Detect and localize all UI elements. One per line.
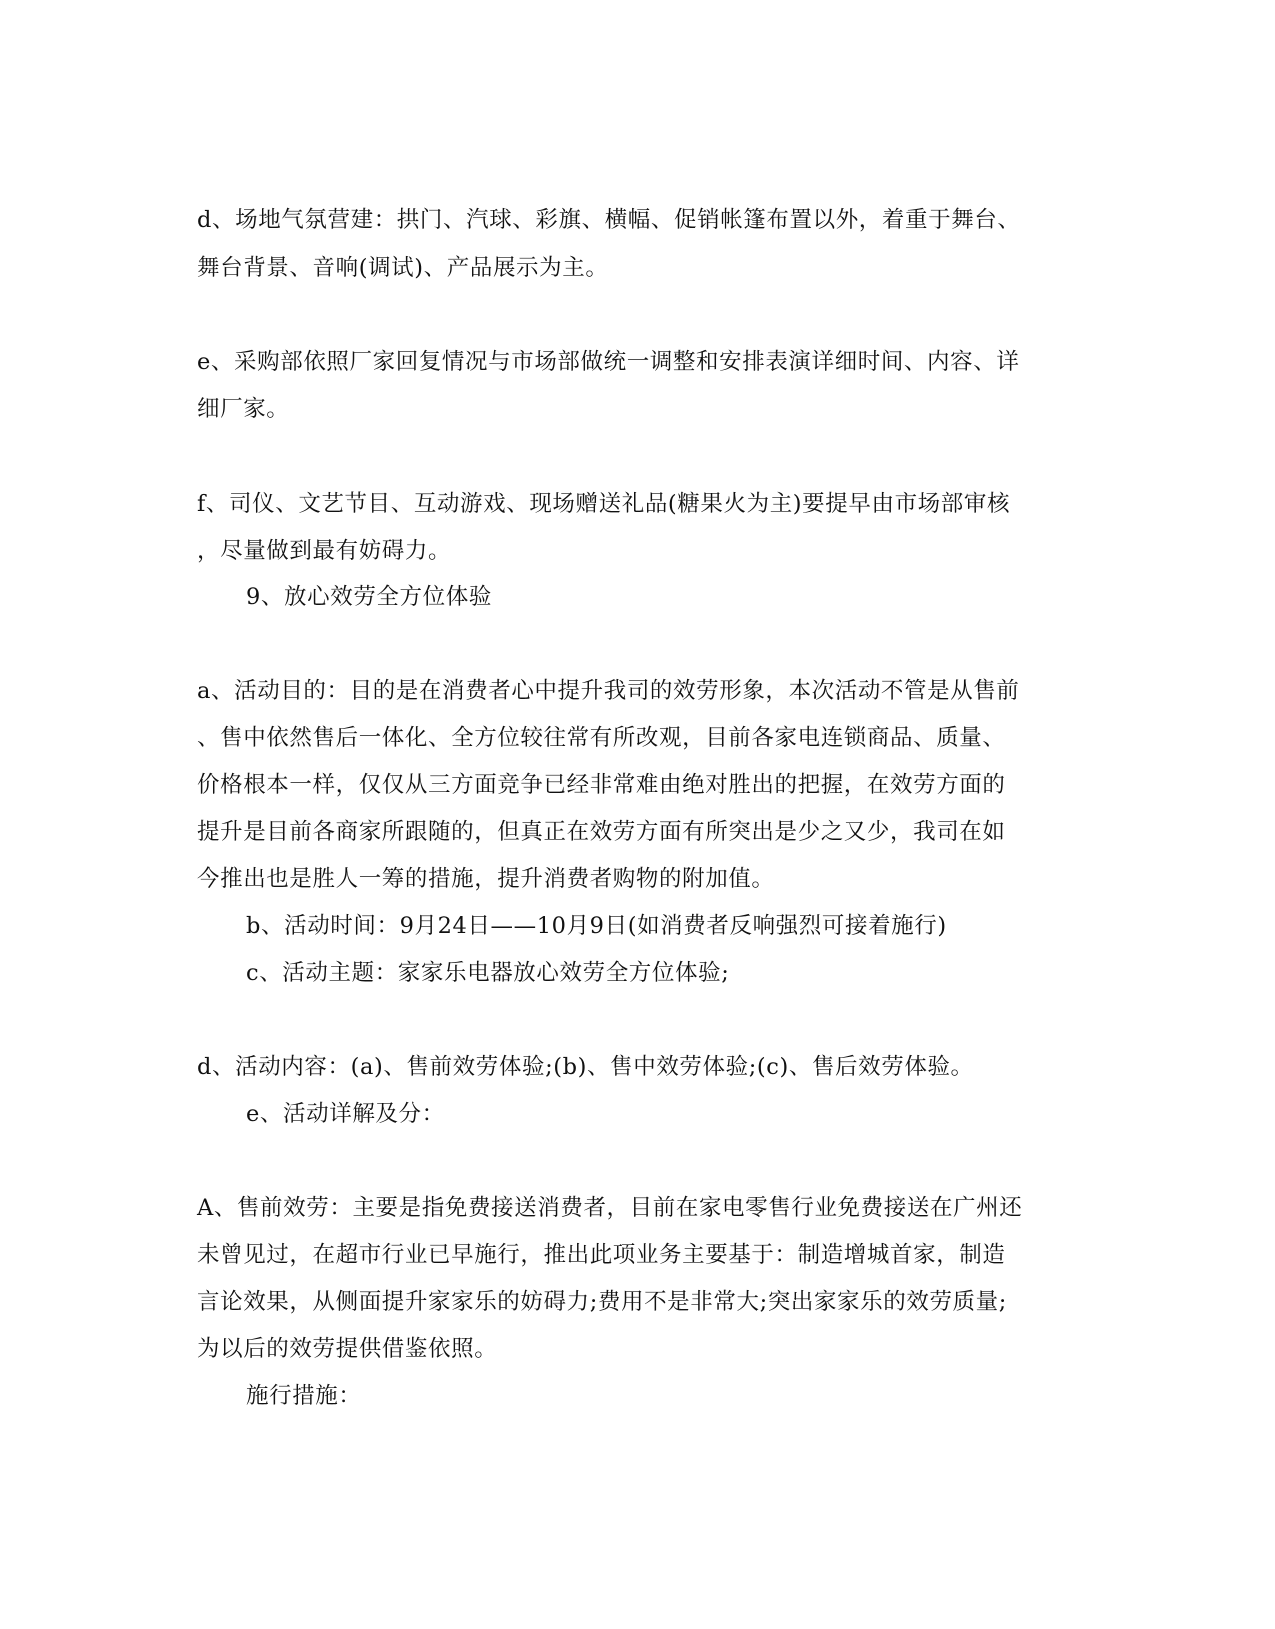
measures-heading: 施行措施：	[246, 1383, 362, 1409]
paragraph-a-line-1: a、活动目的：目的是在消费者心中提升我司的效劳形象，本次活动不管是从售前	[197, 678, 1020, 704]
paragraph-A-line-1: A、售前效劳：主要是指免费接送消费者，目前在家电零售行业免费接送在广州还	[197, 1195, 1023, 1221]
paragraph-A-line-3: 言论效果，从侧面提升家家乐的妨碍力;费用不是非常大;突出家家乐的效劳质量;	[197, 1289, 1007, 1315]
paragraph-f-line-2: ，尽量做到最有妨碍力。	[197, 538, 452, 564]
paragraph-a-line-4: 提升是目前各商家所跟随的，但真正在效劳方面有所突出是少之又少，我司在如	[197, 819, 1006, 845]
paragraph-c: c、活动主题：家家乐电器放心效劳全方位体验;	[246, 960, 730, 986]
paragraph-d-line-2: 舞台背景、音响(调试)、产品展示为主。	[197, 255, 609, 281]
paragraph-b: b、活动时间：9月24日——10月9日(如消费者反响强烈可接着施行)	[246, 913, 947, 939]
paragraph-A-line-4: 为以后的效劳提供借鉴依照。	[197, 1336, 498, 1362]
paragraph-e-line-2: 细厂家。	[197, 396, 290, 422]
paragraph-A-line-2: 未曾见过，在超市行业已早施行，推出此项业务主要基于：制造增城首家，制造	[197, 1242, 1006, 1268]
paragraph-d-line-1: d、场地气氛营建：拱门、汽球、彩旗、横幅、促销帐篷布置以外，着重于舞台、	[197, 207, 1021, 233]
section-heading-9: 9、放心效劳全方位体验	[246, 584, 492, 610]
paragraph-f-line-1: f、司仪、文艺节目、互动游戏、现场赠送礼品(糖果火为主)要提早由市场部审核	[197, 491, 1011, 517]
paragraph-a-line-5: 今推出也是胜人一筹的措施，提升消费者购物的附加值。	[197, 866, 775, 892]
paragraph-a-line-3: 价格根本一样，仅仅从三方面竞争已经非常难由绝对胜出的把握，在效劳方面的	[197, 772, 1006, 798]
paragraph-e-detail: e、活动详解及分：	[246, 1101, 445, 1127]
paragraph-e-line-1: e、采购部依照厂家回复情况与市场部做统一调整和安排表演详细时间、内容、详	[197, 349, 1020, 375]
paragraph-a-line-2: 、售中依然售后一体化、全方位较往常有所改观，目前各家电连锁商品、质量、	[197, 725, 1006, 751]
paragraph-d-content: d、活动内容：(a)、售前效劳体验;(b)、售中效劳体验;(c)、售后效劳体验。	[197, 1054, 974, 1080]
